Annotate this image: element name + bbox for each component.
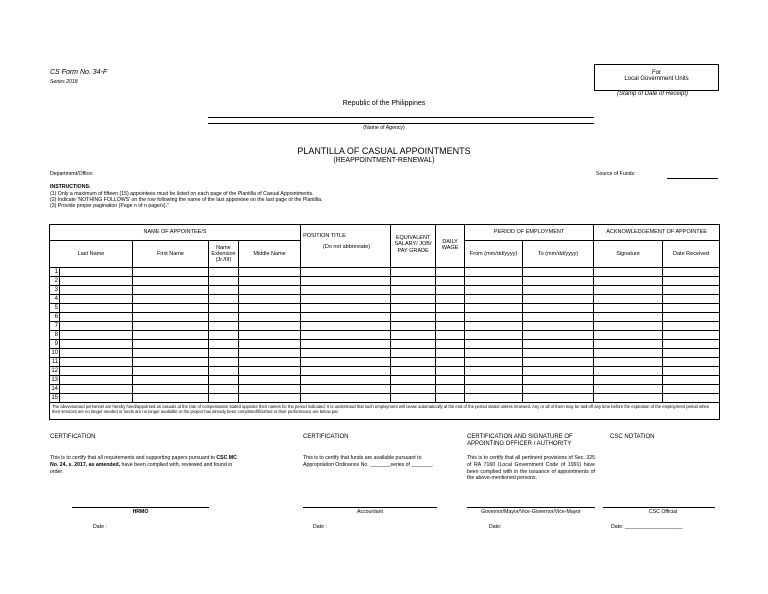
to-cell[interactable] [523, 394, 594, 403]
daily-wage-cell[interactable] [436, 322, 465, 331]
date-received-cell[interactable] [663, 367, 720, 376]
first-name-cell[interactable] [133, 286, 209, 295]
salary-grade-cell[interactable] [391, 322, 436, 331]
daily-wage-cell[interactable] [436, 286, 465, 295]
table-row [50, 286, 720, 295]
from-cell[interactable] [465, 340, 523, 349]
last-name-cell[interactable] [60, 331, 133, 340]
last-name-cell[interactable] [60, 268, 133, 277]
name-extension-cell[interactable] [209, 394, 239, 403]
first-name-cell[interactable] [133, 331, 209, 340]
position-title-cell[interactable] [301, 268, 391, 277]
name-extension-cell[interactable] [209, 367, 239, 376]
signature-cell[interactable] [594, 322, 663, 331]
form-number: CS Form No. 34-F [50, 69, 108, 76]
signature-header: Signature [594, 241, 663, 268]
daily-wage-cell[interactable] [436, 295, 465, 304]
date-received-cell[interactable] [663, 340, 720, 349]
to-cell[interactable] [523, 313, 594, 322]
instruction-2: (2) Indicate 'NOTHING FOLLOWS' on the row following the name of the last appointee on the last page of the Plantilla. [50, 197, 323, 203]
name-extension-cell[interactable] [209, 295, 239, 304]
from-cell[interactable] [465, 367, 523, 376]
daily-wage-cell[interactable] [436, 268, 465, 277]
ack-group-header: ACKNOWLEDGEMENT OF APPOINTEE [594, 225, 720, 241]
cert4-sign-label: CSC Official [648, 509, 678, 515]
cert1-text-b: CSC MC No. 24, s. 2017, as amended, [50, 455, 237, 468]
cert4-title: CSC NOTATION [610, 434, 655, 440]
table-row [50, 385, 720, 394]
to-cell[interactable] [523, 340, 594, 349]
position-title-cell[interactable] [301, 385, 391, 394]
last-name-cell[interactable] [60, 385, 133, 394]
name-extension-cell[interactable] [209, 268, 239, 277]
table-row [50, 295, 720, 304]
position-title-cell[interactable] [301, 313, 391, 322]
cert1-text-a: This is to certify that all requirements and supporting papers pursuant to [50, 455, 217, 461]
cert2-title: CERTIFICATION [303, 434, 349, 440]
position-title-cell[interactable] [301, 295, 391, 304]
signature-cell[interactable] [594, 286, 663, 295]
table-row [50, 367, 720, 376]
row-number: 9 [50, 340, 60, 349]
first-name-cell[interactable] [133, 340, 209, 349]
department-field[interactable] [102, 178, 252, 179]
table-row [50, 313, 720, 322]
cert1-text [50, 455, 240, 475]
last-name-cell[interactable] [60, 322, 133, 331]
funds-label: Source of Funds: [596, 171, 636, 177]
name-group-header: NAME OF APPOINTEE/S [50, 225, 301, 241]
last-name-cell[interactable] [60, 286, 133, 295]
form-series: Series 2018 [50, 79, 78, 85]
name-extension-cell[interactable] [209, 286, 239, 295]
cert3-date-label: Date: [489, 524, 502, 530]
position-title-cell[interactable] [301, 286, 391, 295]
position-title-cell[interactable] [301, 331, 391, 340]
to-cell[interactable] [523, 385, 594, 394]
position-title-cell[interactable] [301, 358, 391, 367]
position-title-label: POSITION TITLE [303, 233, 346, 239]
row-number: 11 [50, 358, 60, 367]
name-extension-cell[interactable] [209, 313, 239, 322]
signature-cell[interactable] [594, 268, 663, 277]
signature-cell[interactable] [594, 394, 663, 403]
middle-name-cell[interactable] [239, 367, 301, 376]
last-name-cell[interactable] [60, 376, 133, 385]
position-title-cell[interactable] [301, 376, 391, 385]
row-number: 15 [51, 394, 58, 401]
date-received-cell[interactable] [663, 268, 720, 277]
salary-grade-cell[interactable] [391, 331, 436, 340]
period-group-header: PERIOD OF EMPLOYMENT [465, 225, 594, 241]
row-number: 10 [51, 349, 58, 356]
first-name-cell[interactable] [133, 367, 209, 376]
row-number: 12 [51, 367, 58, 374]
salary-grade-header: EQUIVALENT SALARY/ JOB/ PAY GRADE [391, 225, 436, 268]
name-extension-cell[interactable] [209, 322, 239, 331]
last-name-cell[interactable] [60, 340, 133, 349]
position-title-cell[interactable] [301, 367, 391, 376]
date-received-cell[interactable] [663, 349, 720, 358]
declaration-text: The abovenamed personnel are hereby hired/appointed as casuals at the rate of compensation stated opposite their names for the period indicated. It is understood that such employment will cease automatically at the end of the period stated unless renewed. Any or all of them may be laid-off any time before the expiration of the employment period when their services are no longer needed or funds are no longer available or the project has already been completed/finished or their performance are below par. [50, 403, 720, 420]
name-extension-cell[interactable] [209, 349, 239, 358]
first-name-cell[interactable] [133, 304, 209, 313]
table-body [50, 268, 720, 403]
daily-wage-cell[interactable] [436, 367, 465, 376]
salary-grade-cell[interactable] [391, 286, 436, 295]
first-name-cell[interactable] [133, 385, 209, 394]
daily-wage-cell[interactable] [436, 385, 465, 394]
signature-cell[interactable] [594, 295, 663, 304]
middle-name-cell[interactable] [239, 385, 301, 394]
cert3-text: This is to certify that all pertinent provisions of Sec. 325 of RA 7160 (Local Government Code of 1991) have been complied with in the issuance of appointments of the above-mentioned persons. [467, 455, 595, 482]
from-cell[interactable] [465, 394, 523, 403]
to-cell[interactable] [523, 376, 594, 385]
middle-name-cell[interactable] [239, 313, 301, 322]
last-name-cell[interactable] [60, 295, 133, 304]
table-row [50, 394, 720, 403]
table-row [50, 340, 720, 349]
row-number: 8 [50, 331, 60, 340]
position-title-note: (Do not abbreviate) [323, 244, 371, 251]
signature-cell[interactable] [594, 277, 663, 286]
table-row [50, 322, 720, 331]
cert2-sign-line [303, 507, 437, 508]
name-extension-cell[interactable] [209, 376, 239, 385]
salary-grade-cell[interactable] [391, 268, 436, 277]
last-name-cell[interactable] [60, 304, 133, 313]
date-received-cell[interactable] [663, 277, 720, 286]
row-number: 5 [50, 304, 60, 313]
daily-wage-cell[interactable] [436, 394, 465, 403]
cert4-date-label: Date: ____________________ [611, 524, 683, 530]
middle-name-cell[interactable] [239, 322, 301, 331]
last-name-cell[interactable] [60, 277, 133, 286]
name-extension-cell[interactable] [209, 331, 239, 340]
salary-grade-cell[interactable] [391, 340, 436, 349]
first-name-cell[interactable] [133, 349, 209, 358]
middle-name-cell[interactable] [239, 394, 301, 403]
cert1-text-c: have been complied with, reviewed and found in order. [50, 461, 233, 475]
salary-grade-cell[interactable] [391, 394, 436, 403]
from-cell[interactable] [465, 331, 523, 340]
last-name-header: Last Name [50, 241, 133, 268]
first-name-cell[interactable] [133, 268, 209, 277]
from-header: From (mm/dd/yyyy) [465, 241, 523, 268]
lgu-box-label: Local Government Units [624, 76, 689, 82]
instruction-1: (1) Only a maximum of fifteen (15) appointees must be listed on each page of the Plantilla of Casual Appointments. [50, 191, 314, 197]
from-cell[interactable] [465, 304, 523, 313]
to-cell[interactable] [523, 268, 594, 277]
middle-name-cell[interactable] [239, 376, 301, 385]
from-cell[interactable] [465, 376, 523, 385]
first-name-header: First Name [133, 241, 209, 268]
daily-wage-cell[interactable] [436, 349, 465, 358]
salary-grade-cell[interactable] [391, 358, 436, 367]
date-received-cell[interactable] [663, 313, 720, 322]
daily-wage-cell[interactable] [436, 358, 465, 367]
daily-wage-cell[interactable] [436, 313, 465, 322]
position-title-cell[interactable] [301, 277, 391, 286]
first-name-cell[interactable] [133, 295, 209, 304]
cert3-title: CERTIFICATION AND SIGNATURE OF APPOINTING OFFICER / AUTHORITY [467, 434, 573, 448]
first-name-cell[interactable] [133, 394, 209, 403]
plantilla-table [49, 224, 720, 420]
to-cell[interactable] [523, 331, 594, 340]
date-received-cell[interactable] [663, 286, 720, 295]
daily-wage-cell[interactable] [436, 376, 465, 385]
cert1-sign-line [72, 507, 209, 508]
signature-cell[interactable] [594, 376, 663, 385]
cert1-sign-label: HRMO [132, 509, 149, 515]
daily-wage-cell[interactable] [436, 277, 465, 286]
to-cell[interactable] [523, 304, 594, 313]
from-cell[interactable] [465, 313, 523, 322]
lgu-box [594, 64, 719, 91]
to-cell[interactable] [523, 286, 594, 295]
table-row [50, 349, 720, 358]
cert2-sign-label: Accountant [357, 509, 383, 515]
position-title-cell[interactable] [301, 349, 391, 358]
page-title: PLANTILLA OF CASUAL APPOINTMENTS [297, 146, 471, 156]
department-label: Department/Office: [50, 171, 94, 177]
agency-line-1 [208, 117, 594, 118]
row-number: 4 [50, 295, 60, 304]
position-title-cell[interactable] [301, 340, 391, 349]
first-name-cell[interactable] [133, 313, 209, 322]
middle-name-cell[interactable] [239, 340, 301, 349]
middle-name-cell[interactable] [239, 349, 301, 358]
first-name-cell[interactable] [133, 376, 209, 385]
table-row [50, 304, 720, 313]
cert3-sign-line [467, 507, 595, 508]
salary-grade-cell[interactable] [391, 313, 436, 322]
to-cell[interactable] [523, 295, 594, 304]
position-title-cell[interactable] [301, 304, 391, 313]
from-cell[interactable] [465, 268, 523, 277]
middle-name-cell[interactable] [239, 295, 301, 304]
agency-label: (Name of Agency) [363, 125, 405, 131]
last-name-cell[interactable] [60, 394, 133, 403]
cert1-date-label: Date : [93, 524, 107, 530]
date-received-cell[interactable] [663, 295, 720, 304]
to-cell[interactable] [523, 322, 594, 331]
row-number: 2 [50, 277, 60, 286]
row-number: 3 [50, 286, 60, 295]
daily-wage-cell[interactable] [436, 340, 465, 349]
date-received-cell[interactable] [663, 331, 720, 340]
signature-cell[interactable] [594, 340, 663, 349]
row-number: 6 [50, 313, 60, 322]
date-received-cell[interactable] [663, 376, 720, 385]
name-extension-cell[interactable] [209, 304, 239, 313]
date-received-cell[interactable] [663, 385, 720, 394]
daily-wage-cell[interactable] [436, 304, 465, 313]
middle-name-cell[interactable] [239, 358, 301, 367]
from-cell[interactable] [465, 385, 523, 394]
signature-cell[interactable] [594, 367, 663, 376]
table-row [50, 358, 720, 367]
position-title-cell[interactable] [301, 322, 391, 331]
cert3-sign-label: Governor/Mayor/Vice-Governor/Vice-Mayor [481, 509, 581, 515]
row-number: 7 [50, 322, 60, 331]
position-title-cell[interactable] [301, 394, 391, 403]
middle-name-cell[interactable] [239, 286, 301, 295]
name-extension-cell[interactable] [209, 385, 239, 394]
salary-grade-cell[interactable] [391, 367, 436, 376]
date-received-header: Date Received [663, 241, 720, 268]
cert4-sign-line [603, 507, 715, 508]
republic-label: Republic of the Philippines [342, 100, 426, 107]
daily-wage-cell[interactable] [436, 331, 465, 340]
salary-grade-cell[interactable] [391, 304, 436, 313]
name-extension-header: Name Extension (Jr./III) [209, 241, 239, 268]
middle-name-cell[interactable] [239, 277, 301, 286]
row-number: 13 [51, 376, 58, 383]
from-cell[interactable] [465, 286, 523, 295]
last-name-cell[interactable] [60, 313, 133, 322]
first-name-cell[interactable] [133, 277, 209, 286]
last-name-cell[interactable] [60, 349, 133, 358]
signature-cell[interactable] [594, 349, 663, 358]
signature-cell[interactable] [594, 304, 663, 313]
row-number: 1 [50, 268, 60, 277]
lgu-box-for: For [652, 70, 661, 76]
salary-grade-cell[interactable] [391, 295, 436, 304]
instructions-heading: INSTRUCTIONS: [50, 184, 91, 190]
last-name-cell[interactable] [60, 358, 133, 367]
to-cell[interactable] [523, 367, 594, 376]
cert2-date-label: Date : [313, 524, 327, 530]
table-row [50, 277, 720, 286]
middle-name-cell[interactable] [239, 268, 301, 277]
row-number: 14 [51, 385, 58, 392]
date-received-cell[interactable] [663, 304, 720, 313]
date-received-cell[interactable] [663, 358, 720, 367]
date-received-cell[interactable] [663, 394, 720, 403]
from-cell[interactable] [465, 358, 523, 367]
date-received-cell[interactable] [663, 322, 720, 331]
cert1-title: CERTIFICATION [50, 434, 96, 440]
middle-name-cell[interactable] [239, 304, 301, 313]
to-cell[interactable] [523, 349, 594, 358]
name-extension-cell[interactable] [209, 277, 239, 286]
salary-grade-cell[interactable] [391, 277, 436, 286]
signature-cell[interactable] [594, 385, 663, 394]
first-name-cell[interactable] [133, 358, 209, 367]
daily-wage-header: DAILY WAGE [436, 225, 465, 268]
funds-field[interactable] [667, 178, 718, 179]
to-cell[interactable] [523, 277, 594, 286]
agency-line-2 [208, 123, 594, 124]
salary-grade-cell[interactable] [391, 385, 436, 394]
signature-cell[interactable] [594, 358, 663, 367]
name-extension-cell[interactable] [209, 358, 239, 367]
table-row [50, 268, 720, 277]
from-cell[interactable] [465, 295, 523, 304]
cert2-text: This is to certify that funds are available pursuant to Appropriation Ordinance No. _______series of _______. [303, 455, 434, 468]
last-name-cell[interactable] [60, 367, 133, 376]
salary-grade-cell[interactable] [391, 349, 436, 358]
salary-grade-cell[interactable] [391, 376, 436, 385]
to-cell[interactable] [523, 358, 594, 367]
stamp-label: (Stamp of Date of Receipt) [617, 91, 689, 97]
middle-name-cell[interactable] [239, 331, 301, 340]
from-cell[interactable] [465, 349, 523, 358]
from-cell[interactable] [465, 277, 523, 286]
to-header: To (mm/dd/yyyy) [523, 241, 594, 268]
signature-cell[interactable] [594, 331, 663, 340]
table-row [50, 331, 720, 340]
first-name-cell[interactable] [133, 322, 209, 331]
from-cell[interactable] [465, 322, 523, 331]
middle-name-header: Middle Name [239, 241, 301, 268]
table-row [50, 376, 720, 385]
name-extension-cell[interactable] [209, 340, 239, 349]
signature-cell[interactable] [594, 313, 663, 322]
instruction-3: (3) Provide proper pagination (Page n of n page/s)." [50, 203, 169, 209]
page-subtitle: (REAPPOINTMENT-RENEWAL) [333, 157, 435, 164]
position-title-header [301, 225, 391, 268]
